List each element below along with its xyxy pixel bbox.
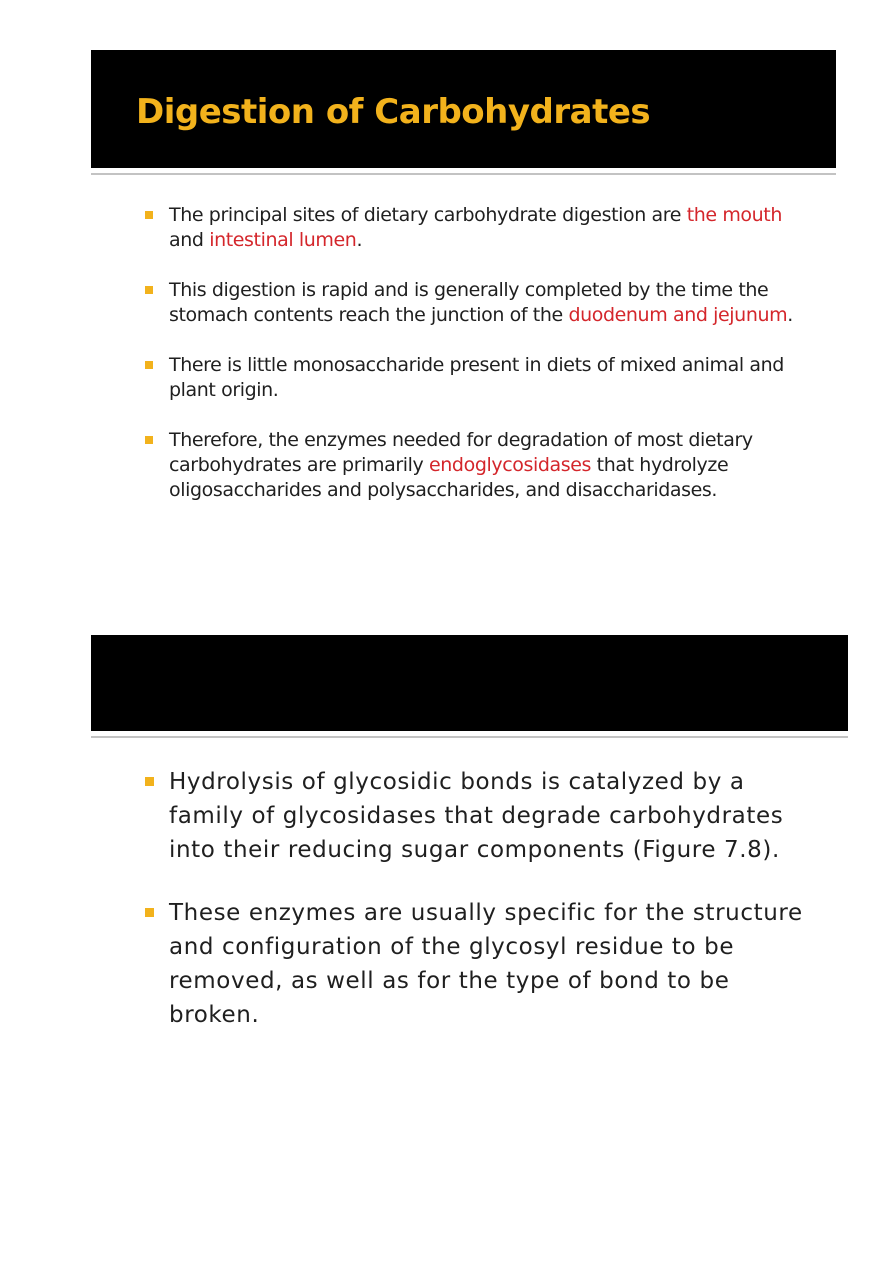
square-bullet-icon: [145, 211, 153, 219]
slide-glycosidases: [91, 635, 848, 1028]
square-bullet-icon: [145, 436, 153, 444]
highlighted-term: intestinal lumen: [209, 229, 357, 251]
bullet-text: There is little monosaccharide present in diets of mixed animal and plant origin.: [169, 354, 784, 401]
square-bullet-icon: [145, 286, 153, 294]
bullet-text: These enzymes are usually specific for the structure and configuration of the glycosyl residue to be removed, as well as for the type of bond to be broken.: [169, 900, 803, 1028]
slide-title: Digestion of Carbohydrates: [136, 92, 651, 132]
slide-title-bar: [91, 50, 836, 168]
bullet-text: .: [356, 229, 363, 251]
slide-title-bar: [91, 635, 848, 731]
bullet-item: [145, 203, 805, 253]
bullet-item: [145, 353, 805, 403]
bullet-text: The principal sites of dietary carbohydrate digestion are: [169, 204, 687, 226]
title-divider: [91, 736, 848, 738]
bullet-list: [145, 203, 805, 528]
highlighted-term: the mouth: [686, 204, 782, 226]
bullet-text: This digestion is rapid and is generally completed by the time the stomach contents reach the junction of the: [169, 279, 769, 326]
highlighted-term: duodenum and jejunum: [568, 304, 788, 326]
bullet-item: [145, 765, 825, 867]
square-bullet-icon: [145, 777, 154, 786]
square-bullet-icon: [145, 908, 154, 917]
bullet-text: that hydrolyze oligosaccharides and polysaccharides, and disaccharidases.: [169, 454, 729, 501]
bullet-text: Hydrolysis of glycosidic bonds is catalyzed by a family of glycosidases that degrade carbohydrates into their reducing sugar components (Figure 7.8).: [169, 769, 784, 863]
title-divider: [91, 173, 836, 175]
slide-digestion-of-carbohydrates: [91, 50, 836, 501]
bullet-item: [145, 896, 825, 1032]
bullet-item: [145, 428, 805, 503]
bullet-text: .: [787, 304, 793, 326]
bullet-text: and: [169, 229, 210, 251]
highlighted-term: endoglycosidases: [429, 454, 592, 476]
square-bullet-icon: [145, 361, 153, 369]
bullet-item: [145, 278, 805, 328]
bullet-list: [145, 765, 825, 1061]
bullet-text: Therefore, the enzymes needed for degradation of most dietary carbohydrates are primarily: [169, 429, 753, 476]
